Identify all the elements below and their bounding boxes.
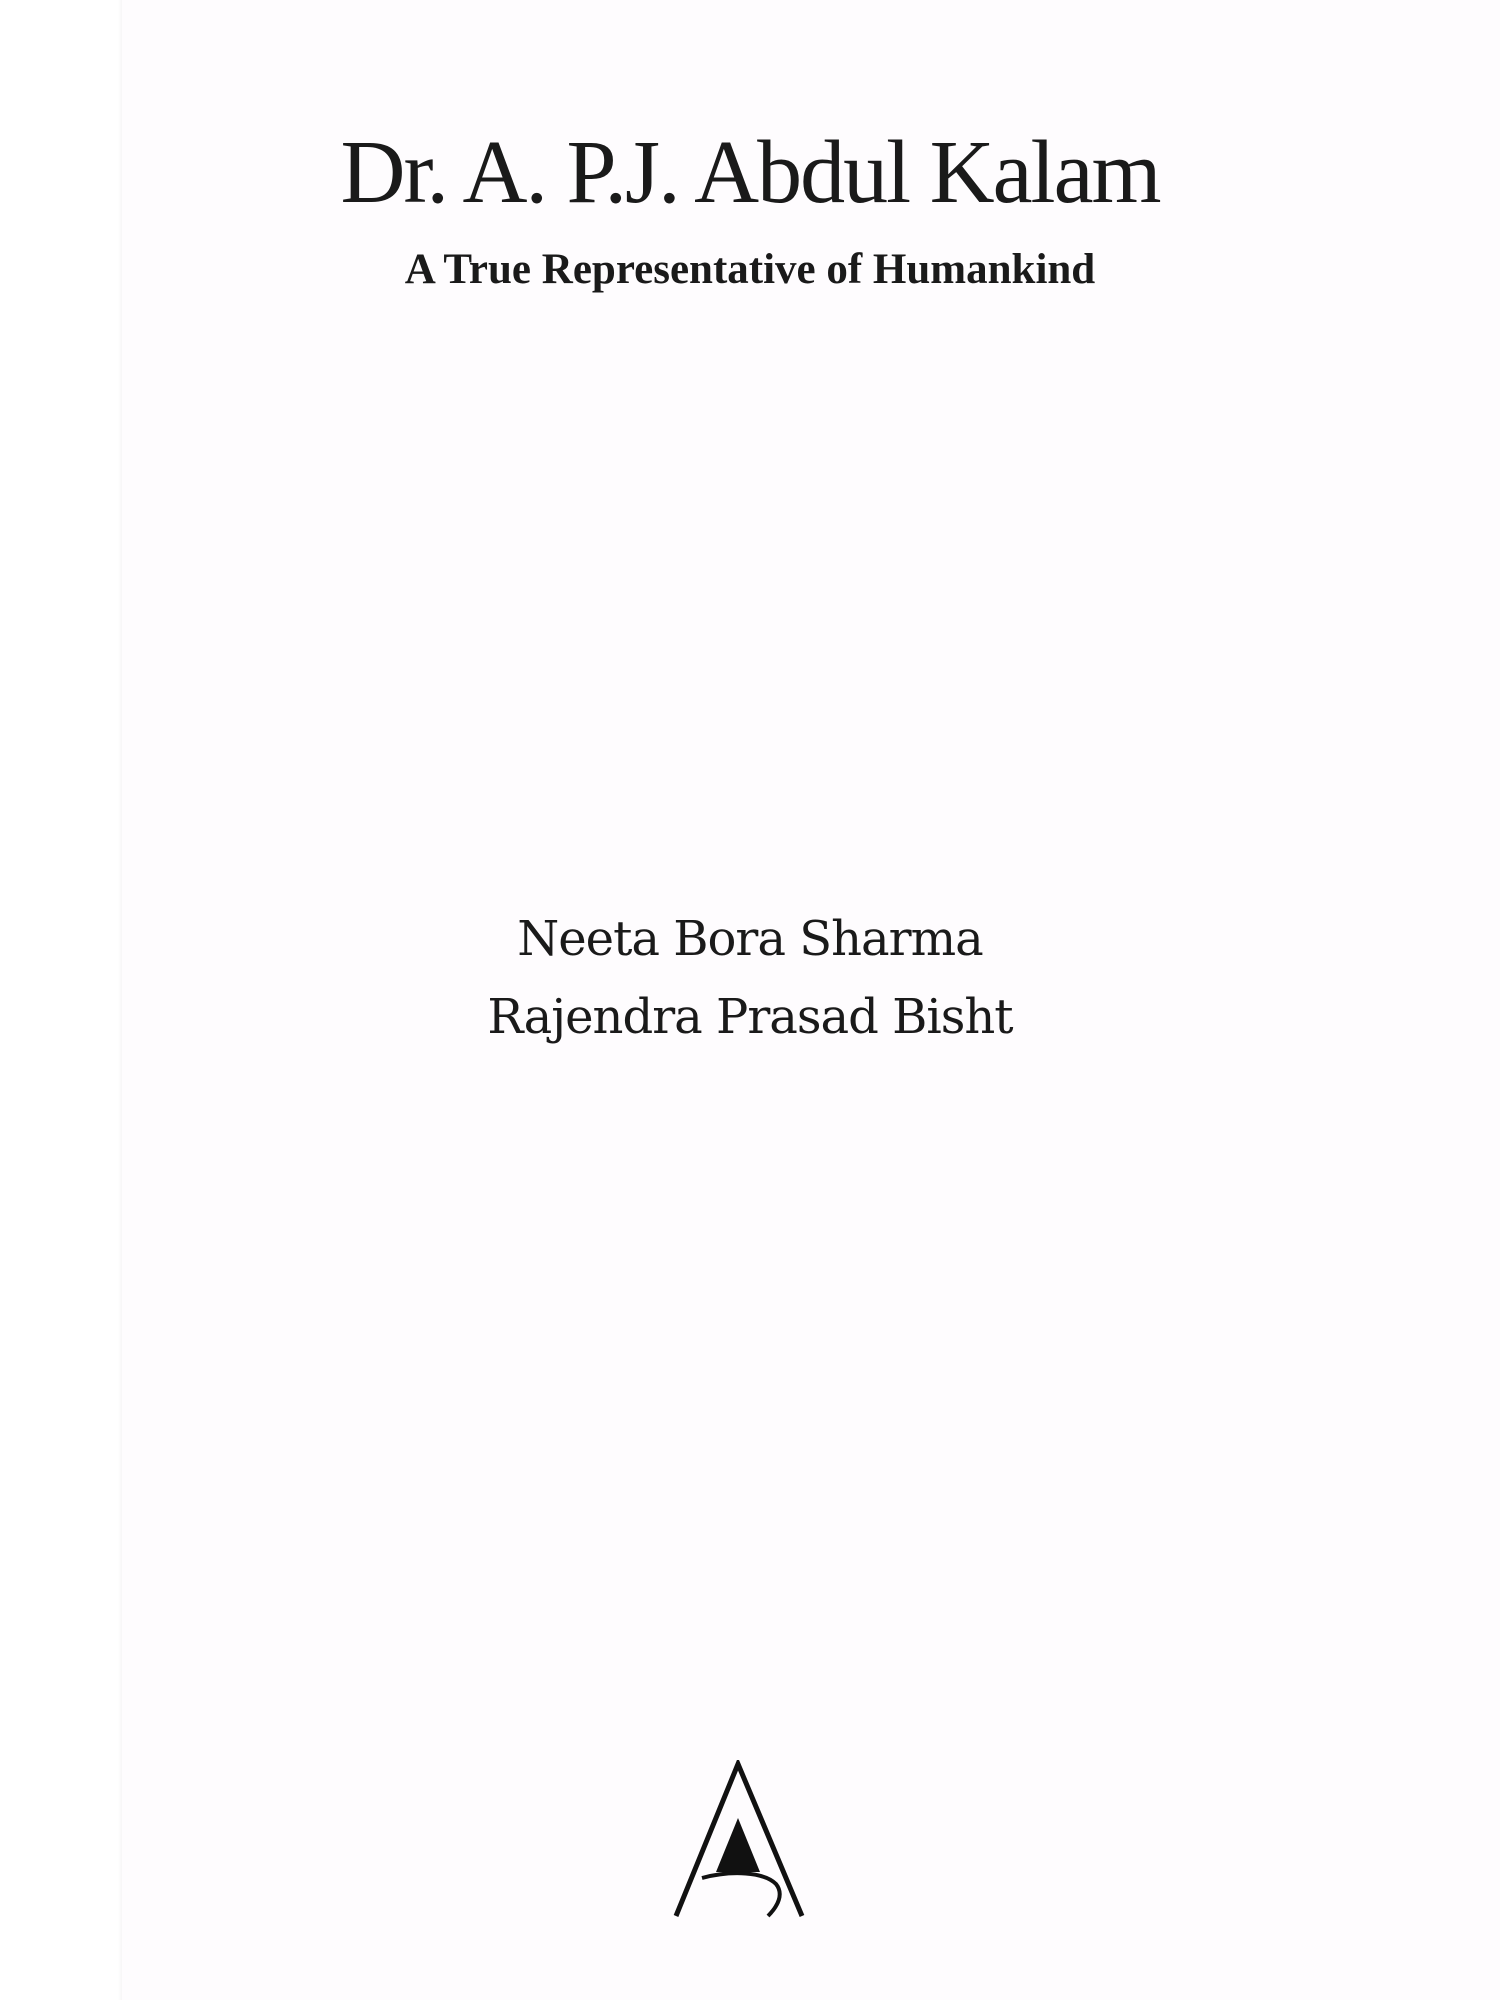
author-name-1: Neeta Bora Sharma: [517, 911, 983, 967]
author-name-2: Rajendra Prasad Bisht: [487, 989, 1013, 1045]
book-subtitle: A True Representative of Humankind: [404, 246, 1096, 293]
book-title: Dr. A. P.J. Abdul Kalam: [340, 123, 1160, 222]
triangle-a-logo-icon: [672, 1760, 806, 1920]
